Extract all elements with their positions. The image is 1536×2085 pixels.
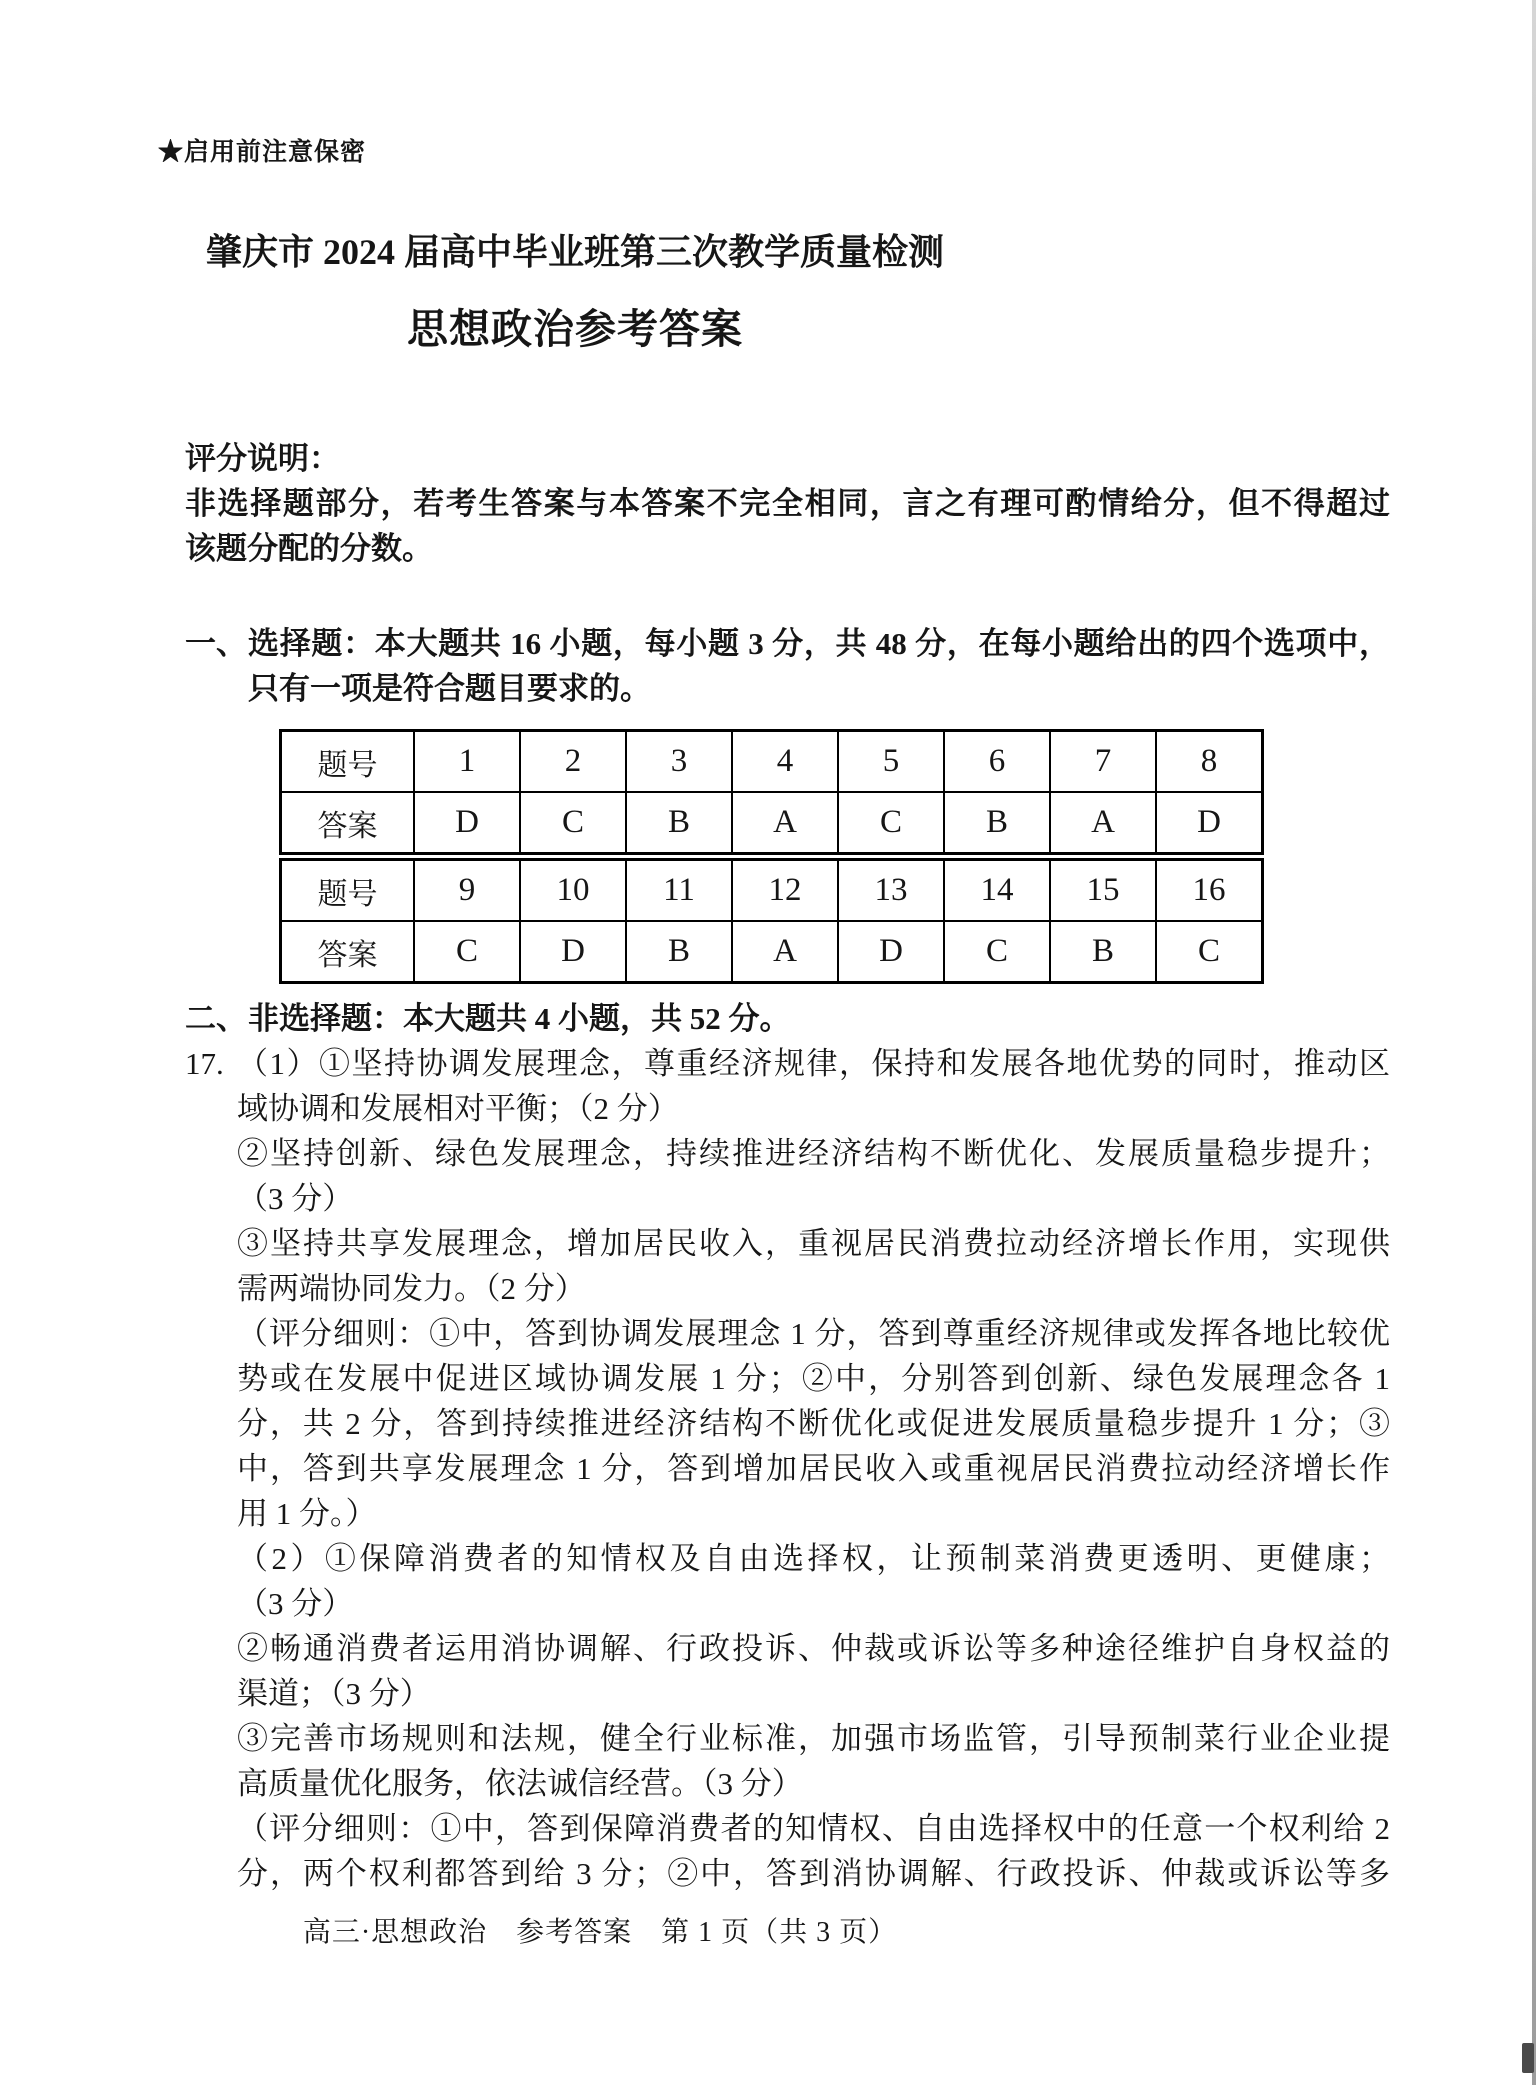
- answer-cell: B: [1050, 921, 1156, 983]
- answer-cell: C: [414, 921, 520, 983]
- answer-line: 分，共 2 分，答到持续推进经济结构不断优化或促进发展质量稳步提升 1 分；③: [237, 1406, 1390, 1441]
- question-number-cell: 3: [626, 731, 732, 793]
- confidential-notice: ★启用前注意保密: [158, 139, 367, 166]
- answer-line: （评分细则：①中，答到协调发展理念 1 分，答到尊重经济规律或发挥各地比较优: [237, 1316, 1390, 1351]
- title-block: [185, 228, 965, 356]
- row-label-cell: 答案: [281, 921, 415, 983]
- question-number-cell: 15: [1050, 860, 1156, 922]
- exam-title: 肇庆市 2024 届高中毕业班第三次教学质量检测: [205, 232, 944, 272]
- answer-line: 势或在发展中促进区域协调发展 1 分；②中，分别答到创新、绿色发展理念各 1: [237, 1361, 1390, 1396]
- row-label-cell: 题号: [281, 860, 415, 922]
- scan-edge-shadow: [1532, 0, 1536, 2085]
- answer-row: [281, 792, 1263, 854]
- question-number-cell: 8: [1156, 731, 1263, 793]
- section-choice-marker: 一、: [185, 626, 247, 661]
- answer-line: 分，两个权利都答到给 3 分；②中，答到消协调解、行政投诉、仲裁或诉讼等多: [237, 1856, 1390, 1891]
- question-number-cell: 9: [414, 860, 520, 922]
- answer-cell: A: [732, 921, 838, 983]
- scoring-note-heading: 评分说明：: [185, 441, 340, 476]
- scan-corner-mark: [1522, 2043, 1534, 2073]
- footer-block: [185, 1914, 1015, 1952]
- answer-line: 中，答到共享发展理念 1 分，答到增加居民收入或重视居民消费拉动经济增长作: [237, 1451, 1390, 1486]
- answer-row: [281, 921, 1263, 983]
- question-number-cell: 1: [414, 731, 520, 793]
- answer-cell: B: [626, 921, 732, 983]
- answer-cell: C: [1156, 921, 1263, 983]
- answer-line: （2）①保障消费者的知情权及自由选择权，让预制菜消费更透明、更健康；: [237, 1541, 1390, 1576]
- answer-cell: B: [944, 792, 1050, 854]
- question-number-cell: 7: [1050, 731, 1156, 793]
- question-number-cell: 13: [838, 860, 944, 922]
- row-label-cell: 题号: [281, 731, 415, 793]
- answer-cell: C: [520, 792, 626, 854]
- section-nonchoice-heading: [185, 996, 1390, 1041]
- answer-line: 需两端协同发力。（2 分）: [237, 1271, 586, 1306]
- scoring-note-line: 该题分配的分数。: [185, 531, 433, 566]
- answer-cell: C: [838, 792, 944, 854]
- answer-line: （1）①坚持协调发展理念，尊重经济规律，保持和发展各地优势的同时，推动区: [237, 1046, 1390, 1081]
- question-number-cell: 16: [1156, 860, 1263, 922]
- answer-cell: A: [732, 792, 838, 854]
- answer-line: 用 1 分。）: [237, 1496, 377, 1531]
- answer-cell: D: [520, 921, 626, 983]
- answer-cell: A: [1050, 792, 1156, 854]
- row-label-cell: 答案: [281, 792, 415, 854]
- page-footer: 高三·思想政治 参考答案 第 1 页（共 3 页）: [302, 1917, 898, 1948]
- section-choice-heading: [185, 621, 1390, 711]
- question-number-row: [281, 860, 1263, 922]
- answer-cell: B: [626, 792, 732, 854]
- answer-line: （评分细则：①中，答到保障消费者的知情权、自由选择权中的任意一个权利给 2: [237, 1811, 1390, 1846]
- answer-line: （3 分）: [237, 1181, 354, 1216]
- answer-cell: C: [944, 921, 1050, 983]
- answer-tables: [279, 729, 1242, 984]
- question-number-cell: 4: [732, 731, 838, 793]
- scoring-note-line: 非选择题部分，若考生答案与本答案不完全相同，言之有理可酌情给分，但不得超过: [185, 486, 1390, 521]
- section-heading-line: 选择题：本大题共 16 小题，每小题 3 分，共 48 分，在每小题给出的四个选项中，: [248, 626, 1390, 661]
- question-number-cell: 2: [520, 731, 626, 793]
- answer-line: ③完善市场规则和法规，健全行业标准，加强市场监管，引导预制菜行业企业提: [237, 1721, 1390, 1756]
- question-number-cell: 5: [838, 731, 944, 793]
- answer-line: 高质量优化服务，依法诚信经营。（3 分）: [237, 1766, 803, 1801]
- question-number-row: [281, 731, 1263, 793]
- answer-line: ②坚持创新、绿色发展理念，持续推进经济结构不断优化、发展质量稳步提升；: [237, 1136, 1390, 1171]
- answer-cell: D: [1156, 792, 1263, 854]
- question-number-cell: 10: [520, 860, 626, 922]
- answer-cell: D: [838, 921, 944, 983]
- section-heading-line: 只有一项是符合题目要求的。: [248, 671, 651, 706]
- answer-line: ③坚持共享发展理念，增加居民收入，重视居民消费拉动经济增长作用，实现供: [237, 1226, 1390, 1261]
- answer-table-2: [279, 858, 1264, 984]
- section-heading-line: 非选择题：本大题共 4 小题，共 52 分。: [248, 1001, 791, 1036]
- section-nonchoice-marker: 二、: [185, 1001, 247, 1036]
- answer-line: ②畅通消费者运用消协调解、行政投诉、仲裁或诉讼等多种途径维护自身权益的: [237, 1631, 1390, 1666]
- question-number-cell: 11: [626, 860, 732, 922]
- question-number-cell: 14: [944, 860, 1050, 922]
- question-number-cell: 12: [732, 860, 838, 922]
- question-number-cell: 6: [944, 731, 1050, 793]
- answer-table-1: [279, 729, 1264, 855]
- answer-line: 渠道；（3 分）: [237, 1676, 431, 1711]
- exam-subtitle: 思想政治参考答案: [407, 306, 743, 352]
- question-number: 17.: [185, 1046, 224, 1081]
- scoring-note: [185, 436, 1390, 571]
- answer-cell: D: [414, 792, 520, 854]
- answer-line: 域协调和发展相对平衡；（2 分）: [237, 1091, 679, 1126]
- answer-line: （3 分）: [237, 1586, 354, 1621]
- question-17-block: [185, 1041, 1390, 1896]
